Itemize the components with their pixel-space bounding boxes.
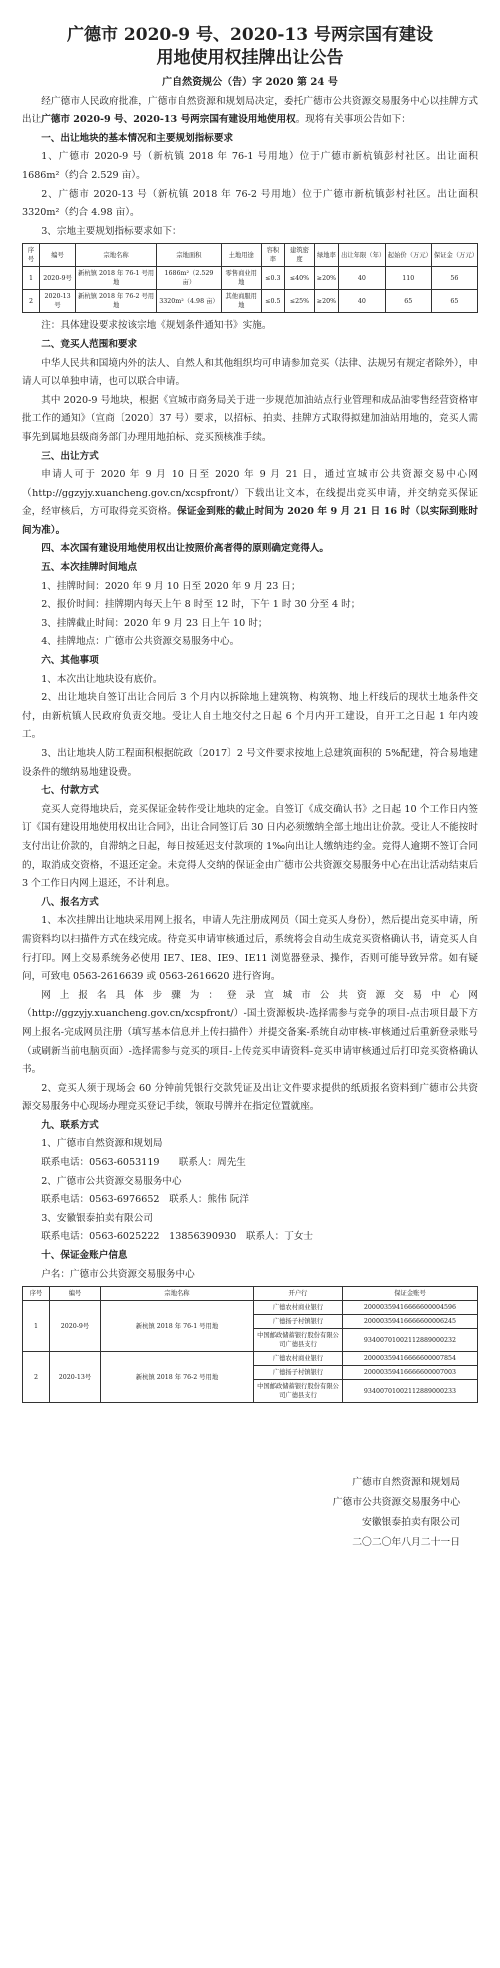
bank-name-cell: 广德农村商业银行 — [254, 1301, 343, 1315]
bank-name-cell: 中国邮政储蓄银行股份有限公司广德县支行 — [254, 1329, 343, 1352]
table-header: 起始价（万元） — [385, 244, 431, 267]
account-number-cell: 20000359416666600004596 — [343, 1301, 478, 1315]
contact-info-3: 联系电话：0563-6025222 13856390930 联系人：丁女士 — [41, 1231, 314, 1243]
table-header: 编号 — [39, 244, 75, 267]
signature-block — [22, 1473, 478, 1553]
planning-indicators-table — [22, 243, 478, 313]
table-header: 保证金（万元） — [431, 244, 477, 267]
section-1-item-3: 3、宗地主要规划指标要求如下： — [41, 225, 182, 237]
section-10-heading: 十、保证金账户信息 — [41, 1250, 128, 1262]
contact-info-2: 联系电话：0563-6976652 联系人：熊伟 阮洋 — [41, 1194, 249, 1206]
table-cell: 2020-13号 — [39, 290, 75, 313]
account-number-cell: 93400701002112889000233 — [343, 1380, 478, 1403]
table-cell: 新杭镇 2018 年 76-2 号用地 — [76, 290, 157, 313]
table-cell: 65 — [385, 290, 431, 313]
table-header: 保证金账号 — [343, 1287, 478, 1301]
section-6-item-1: 1、本次出让地块设有底价。 — [41, 673, 163, 685]
section-3-paragraph — [22, 466, 478, 540]
signature-date: 二〇二〇年八月二十一日 — [352, 1537, 460, 1549]
table-header: 容积率 — [261, 244, 285, 267]
title-line-2: 用地使用权挂牌出让公告 — [156, 48, 344, 68]
table-row — [23, 267, 478, 290]
section-3-text: 申请人可于 2020 年 9 月 10 日至 2020 年 9 月 21 日，通过宣城市公共资源交易中心网（http://ggzyjy.xuancheng.gov.cn/xcspfront/）下载出让文本，在线提出竞买申请，并交纳竞买保证金，经审核后，方可取得竞买资格。 — [22, 469, 478, 518]
table-header-row — [23, 244, 478, 267]
contact-org-2: 2、广德市公共资源交易服务中心 — [41, 1175, 182, 1187]
section-3-heading: 三、出让方式 — [41, 450, 99, 462]
table-cell: 2 — [23, 1352, 50, 1403]
section-5-item-2: 2、报价时间：挂牌期内每天上午 8 时至 12 时，下午 1 时 30 分至 4 时； — [41, 599, 361, 611]
intro-text-end: 。现将有关事项公告如下： — [295, 114, 411, 126]
announcement-page — [22, 0, 478, 1553]
table-cell: 2020-9号 — [39, 267, 75, 290]
section-5-heading: 五、本次挂牌时间地点 — [41, 562, 138, 574]
signature-org-3: 安徽银泰拍卖有限公司 — [362, 1517, 460, 1529]
table-cell: 40 — [339, 290, 386, 313]
table-row — [23, 1301, 478, 1315]
account-number-cell: 20000359416666600007854 — [343, 1352, 478, 1366]
bank-name-cell: 广德扬子村镇银行 — [254, 1366, 343, 1380]
table-cell: ≥20% — [314, 290, 338, 313]
table-cell: 40 — [339, 267, 386, 290]
table-header-row — [23, 1287, 478, 1301]
table-cell: 其他商服用地 — [221, 290, 261, 313]
account-number-cell: 20000359416666600006245 — [343, 1315, 478, 1329]
table-header: 宗地名称 — [76, 244, 157, 267]
section-7-paragraph: 竞买人竞得地块后，竞买保证金转作受让地块的定金。自签订《成交确认书》之日起 10 个工作日内签订《国有建设用地使用权出让合同》，出让合同签订后 30 日内必须缴纳全部土地出让价款。受让人不能按时支付出让价款的，自滞纳之日起，每日按延迟支付款项的 1‰向出让人缴纳违约金。竞得人逾期不签订合同的，取消成交资格，不退还定金。未竞得人交纳的保证金由广德市公共资源交易服务中心在出让活动结束后 3 个工作日内网上退还，不计利息。 — [22, 803, 478, 890]
table-header: 出让年限（年） — [339, 244, 386, 267]
table-cell: 新杭镇 2018 年 76-1 号用地 — [76, 267, 157, 290]
table-cell: ≤40% — [285, 267, 315, 290]
section-9-heading: 九、联系方式 — [41, 1119, 99, 1131]
table-cell: 1 — [23, 267, 40, 290]
account-number-cell: 93400701002112889000232 — [343, 1329, 478, 1352]
table-cell: 1 — [23, 1301, 50, 1352]
table-cell: 56 — [431, 267, 477, 290]
section-6-heading: 六、其他事项 — [41, 655, 99, 667]
section-7-heading: 七、付款方式 — [41, 785, 99, 797]
section-2-heading: 二、竞买人范围和要求 — [41, 338, 138, 350]
section-5-item-3: 3、挂牌截止时间：2020 年 9 月 23 日上午 10 时； — [41, 617, 268, 629]
table-cell: 新杭镇 2018 年 76-2 号用地 — [101, 1352, 254, 1403]
table-header: 土地用途 — [221, 244, 261, 267]
section-4-heading: 四、本次国有建设用地使用权出让按照价高者得的原则确定竞得人。 — [41, 543, 329, 555]
table-header: 编号 — [50, 1287, 101, 1301]
title-line-1: 广德市 2020-9 号、2020-13 号两宗国有建设 — [67, 25, 433, 45]
section-1-item-1: 1、广德市 2020-9 号（新杭镇 2018 年 76-1 号用地）位于广德市新杭镇彭村社区。出让面积 1686m²（约合 2.529 亩）。 — [22, 151, 478, 181]
table-cell: ≤25% — [285, 290, 315, 313]
table-header: 宗地面积 — [157, 244, 222, 267]
table-row — [23, 290, 478, 313]
section-5-item-4: 4、挂牌地点：广德市公共资源交易服务中心。 — [41, 636, 240, 648]
table-cell: 新杭镇 2018 年 76-1 号用地 — [101, 1301, 254, 1352]
table-header: 建筑密度 — [285, 244, 315, 267]
bank-name-cell: 广德农村商业银行 — [254, 1352, 343, 1366]
table-header: 宗地名称 — [101, 1287, 254, 1301]
table-cell: 零售商业用地 — [221, 267, 261, 290]
table-cell: 110 — [385, 267, 431, 290]
contact-org-1: 1、广德市自然资源和规划局 — [41, 1138, 163, 1150]
table-cell: 2020-9号 — [50, 1301, 101, 1352]
section-8-item-1: 1、本次挂牌出让地块采用网上报名，申请人先注册成网员（国土竞买人身份），然后提出竞买申请，所需资料均以扫描件方式在线完成。待竞买申请审核通过后，系统将会自动生成竞买资格确认书，请竞买人自行打印。网上交易系统务必使用 IE7、IE8、IE9、IE11 浏览器登录、操作，否则可能导致异常。如有疑问，可致电 0563-2616639 或 0563-2616620 进行咨询。 — [22, 915, 478, 983]
account-name: 户名：广德市公共资源交易服务中心 — [41, 1268, 195, 1280]
deposit-deadline-text: 保证金到账的截止时间为 2020 年 9 月 21 日 16 时（以实际到账时间为准）。 — [22, 506, 478, 536]
section-8-steps: 网上报名具体步骤为：登录宣城市公共资源交易中心网（http://ggzyjy.xuancheng.gov.cn/xcspfront/）-国土资源板块-选择需参与竞争的项目-点击项目最下方网上报名-完成网员注册（填写基本信息并上传扫描件）并提交备案-系统自动审核-审核通过后重新登录账号（或刷新当前电脑页面）-选择需参与竞买的项目-上传竞买申请资料-竞买申请审核通过后打印竞买资格确认书。 — [22, 989, 478, 1076]
table-cell: ≤0.5 — [261, 290, 285, 313]
signature-org-1: 广德市自然资源和规划局 — [352, 1477, 460, 1489]
intro-bold-text: 广德市 2020-9 号、2020-13 号两宗国有建设用地使用权 — [41, 114, 296, 126]
table-cell: ≥20% — [314, 267, 338, 290]
signature-org-2: 广德市公共资源交易服务中心 — [332, 1497, 460, 1509]
intro-paragraph — [22, 93, 478, 130]
deposit-account-table — [22, 1286, 478, 1403]
page-title — [22, 24, 478, 70]
section-1-heading: 一、出让地块的基本情况和主要规划指标要求 — [41, 132, 234, 144]
section-2-paragraph-2: 其中 2020-9 号地块，根据《宣城市商务局关于进一步规范加油站点行业管理和成品油零售经营资格审批工作的通知》（宣商〔2020〕37 号）要求，以招标、拍卖、挂牌方式取得拟建加油站用地的，竞买人需事先到属地县级商务部门办理用地拍标、竞买预核准手续。 — [22, 394, 478, 443]
section-1-item-2: 2、广德市 2020-13 号（新杭镇 2018 年 76-2 号用地）位于广德市新杭镇彭村社区。出让面积 3320m²（约合 4.98 亩）。 — [22, 188, 478, 219]
table-cell: 2 — [23, 290, 40, 313]
section-1-note: 注：具体建设要求按该宗地《规划条件通知书》实施。 — [41, 320, 272, 332]
table-cell: ≤0.3 — [261, 267, 285, 290]
section-8-heading: 八、报名方式 — [41, 896, 99, 908]
table-cell: 65 — [431, 290, 477, 313]
intro-text: 经广德市人民政府批准，广德市自然资源和规划局决定，委托广德市公共资源交易服务中心以挂牌方式出让 — [22, 95, 478, 126]
section-2-paragraph-1: 中华人民共和国境内外的法人、自然人和其他组织均可申请参加竞买（法律、法规另有规定者除外），申请人可以单独申请，也可以联合申请。 — [22, 357, 478, 388]
contact-info-1: 联系电话：0563-6053119 联系人：周先生 — [41, 1157, 246, 1169]
section-8-item-2: 2、竞买人须于现场会 60 分钟前凭银行交款凭证及出让文件要求提供的纸质报名资料到广德市公共资源交易服务中心现场办理竞买登记手续，领取号牌并在指定位置就座。 — [22, 1082, 478, 1113]
table-cell: 1686m²（2.529 亩） — [157, 267, 222, 290]
table-header: 绿地率 — [314, 244, 338, 267]
table-header: 序号 — [23, 1287, 50, 1301]
table-cell: 2020-13号 — [50, 1352, 101, 1403]
section-6-item-2: 2、出让地块自签订出让合同后 3 个月内以拆除地上建筑物、构筑物、地上杆线后的现状土地条件交付，由新杭镇人民政府负责交地。受让人自土地交付之日起 6 个月内开工建设，自开工之日起 1 年内竣工。 — [22, 692, 478, 741]
table-cell: 3320m²（4.98 亩） — [157, 290, 222, 313]
table-header: 开户行 — [254, 1287, 343, 1301]
contact-org-3: 3、安徽银泰拍卖有限公司 — [41, 1212, 153, 1224]
account-number-cell: 20000359416666600007003 — [343, 1366, 478, 1380]
document-number: 广自然资规公（告）字 2020 第 24 号 — [162, 77, 338, 88]
section-5-item-1: 1、挂牌时间：2020 年 9 月 10 日至 2020 年 9 月 23 日； — [41, 580, 301, 592]
section-6-item-3: 3、出让地块人防工程面积根据皖政〔2017〕2 号文件要求按地上总建筑面积的 5%配建，符合易地建设条件的缴纳易地建设费。 — [22, 748, 478, 778]
table-header: 序号 — [23, 244, 40, 267]
bank-name-cell: 广德扬子村镇银行 — [254, 1315, 343, 1329]
bank-name-cell: 中国邮政储蓄银行股份有限公司广德县支行 — [254, 1380, 343, 1403]
table-row — [23, 1352, 478, 1366]
